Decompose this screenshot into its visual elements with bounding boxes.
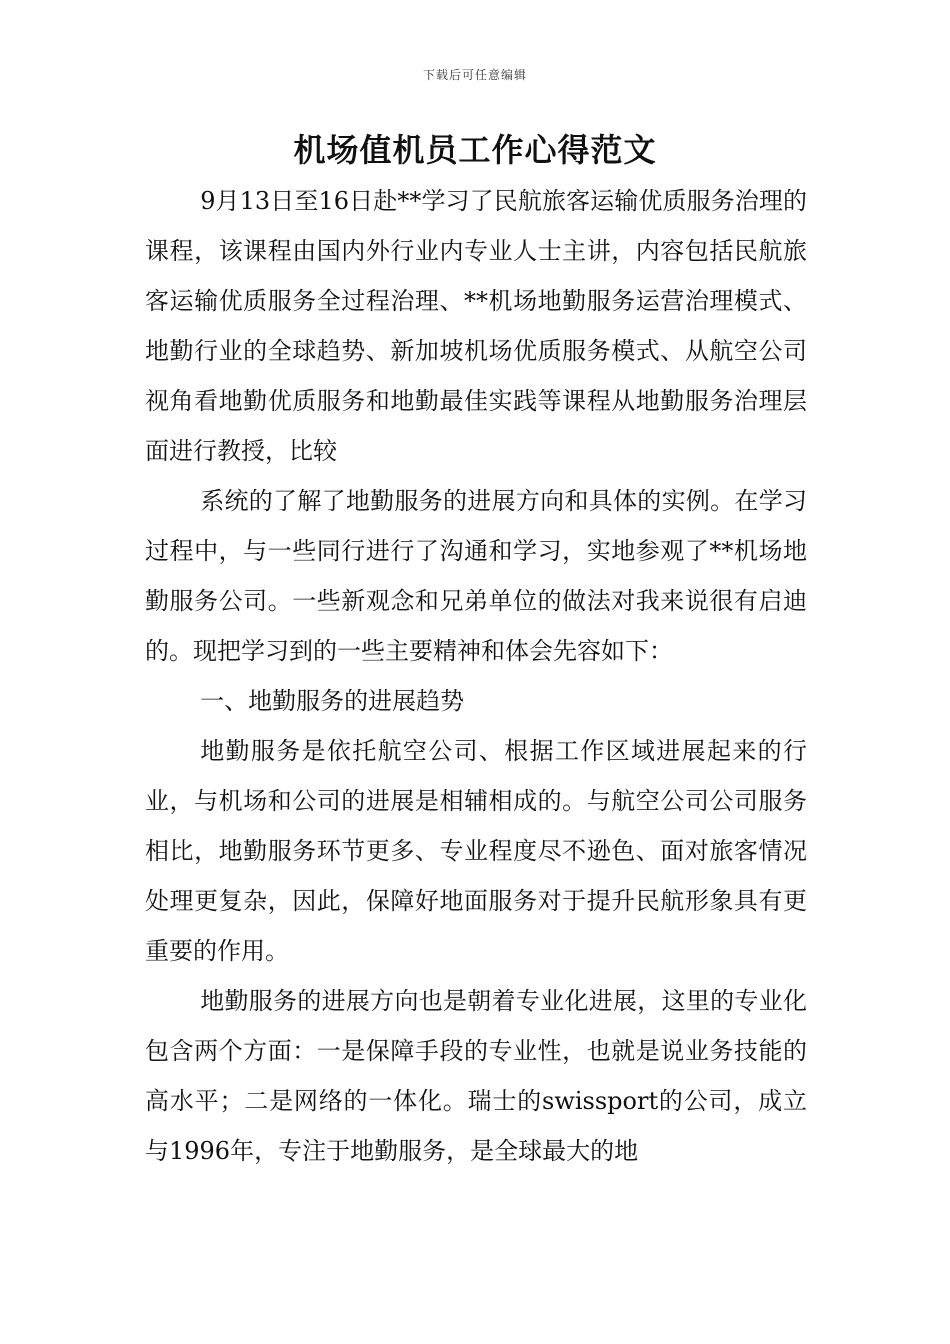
paragraph-intro: 9月13日至16日赴**学习了民航旅客运输优质服务治理的课程，该课程由国内外行业内专业人士主讲，内容包括民航旅客运输优质服务全过程治理、**机场地勤服务运营治理模式、地勤行业的全球趋势、新加坡机场优质服务模式、从航空公司视角看地勤优质服务和地勤最佳实践等课程从地勤服务治理层面进行教授，比较: [145, 187, 807, 465]
document-body: [145, 176, 807, 1176]
paragraph-specialization: 地勤服务的进展方向也是朝着专业化进展，这里的专业化包含两个方面：一是保障手段的专业性，也就是说业务技能的高水平；二是网络的一体化。瑞士的swissport的公司，成立与1996年，专注于地勤服务，是全球最大的地: [145, 987, 807, 1165]
paragraph-ground-service: 地勤服务是依托航空公司、根据工作区域进展起来的行业，与机场和公司的进展是相辅相成的。与航空公司公司服务相比，地勤服务环节更多、专业程度尽不逊色、面对旅客情况处理更复杂，因此，保障好地面服务对于提升民航形象具有更重要的作用。: [145, 737, 807, 965]
document-title: 机场值机员工作心得范文: [293, 131, 657, 169]
paragraph-learning: 系统的了解了地勤服务的进展方向和具体的实例。在学习过程中，与一些同行进行了沟通和学习，实地参观了**机场地勤服务公司。一些新观念和兄弟单位的做法对我来说很有启迪的。现把学习到的一些主要精神和体会先容如下：: [145, 487, 807, 665]
section-heading: 一、地勤服务的进展趋势: [200, 687, 465, 715]
header-note: 下载后可任意编辑: [422, 68, 527, 82]
